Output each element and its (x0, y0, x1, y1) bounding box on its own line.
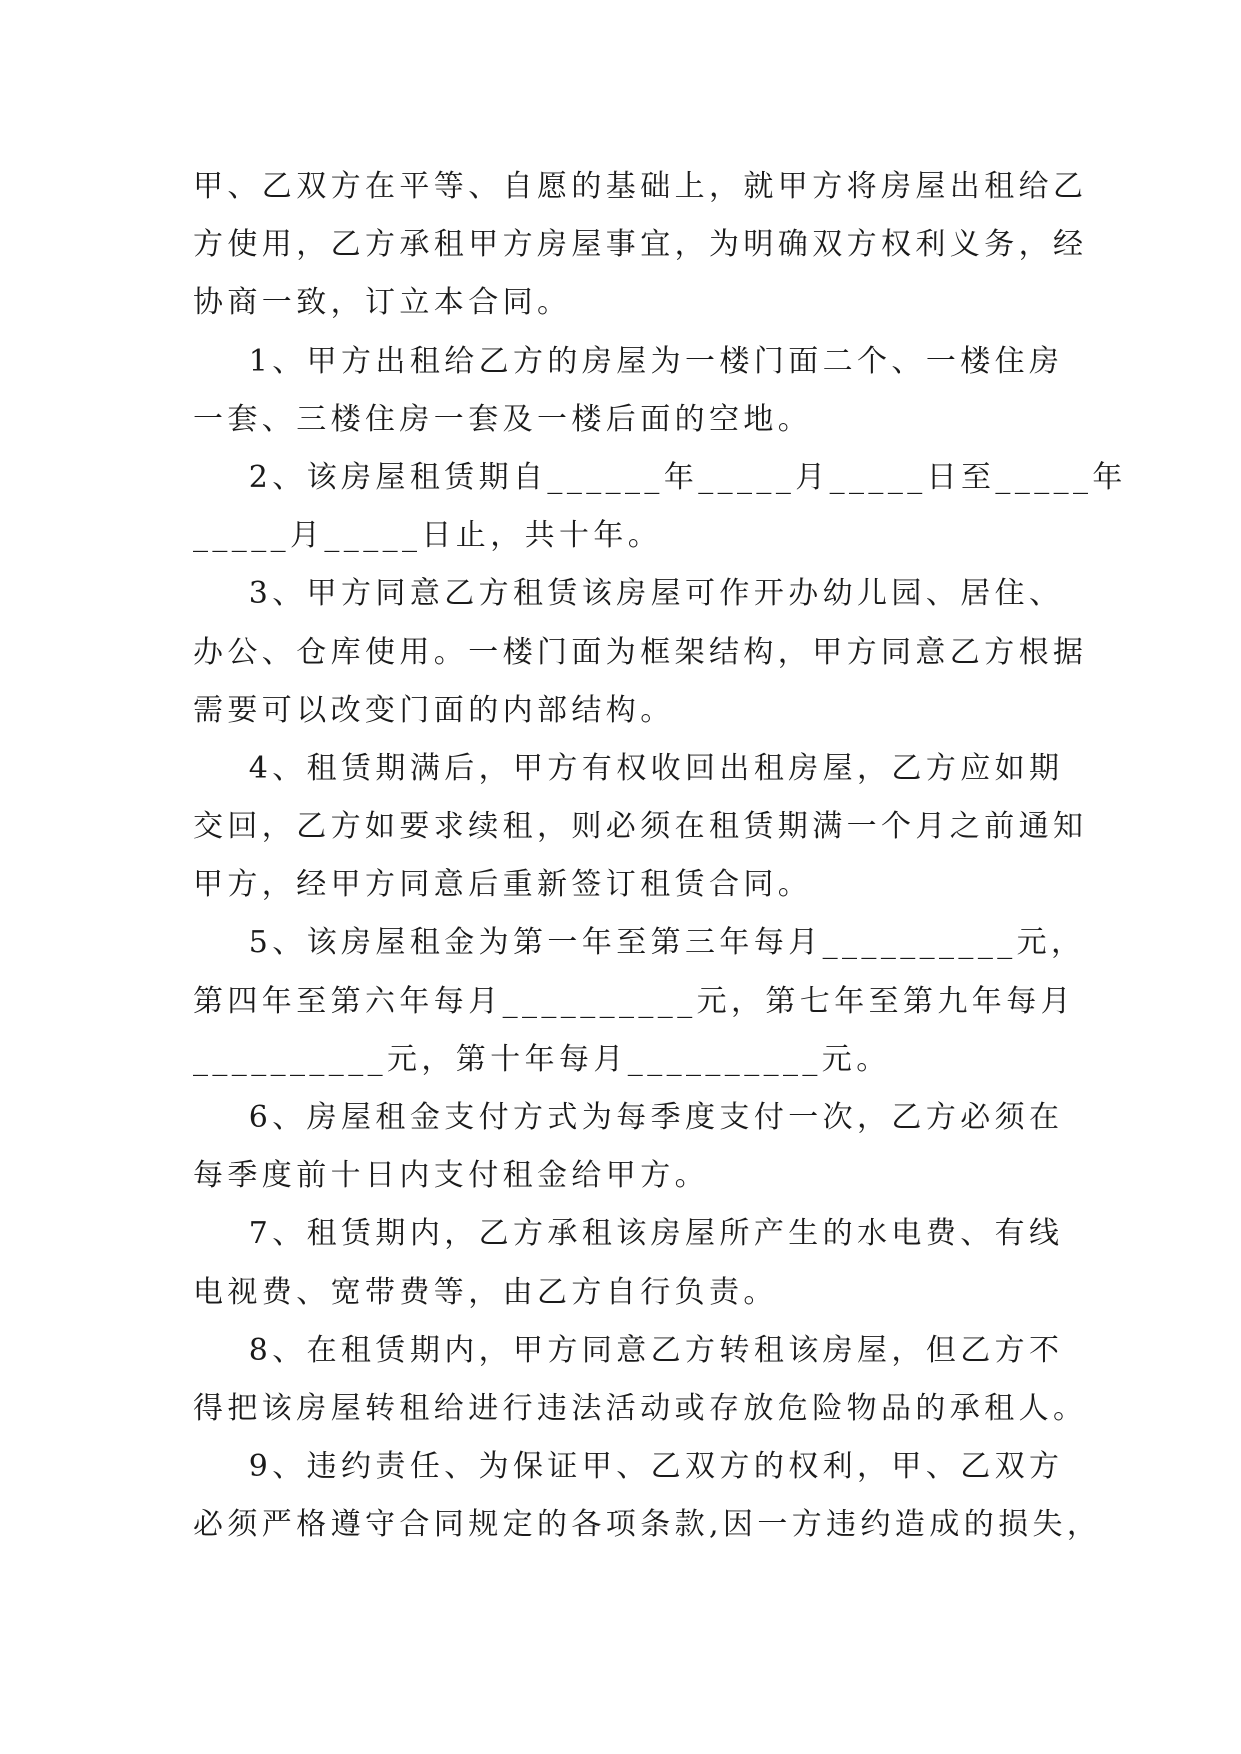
text-line: 甲、乙双方在平等、自愿的基础上，就甲方将房屋出租给乙 (193, 169, 1088, 204)
text-line: 电视费、宽带费等，由乙方自行负责。 (193, 1274, 778, 1310)
clause-4-line: 4、租赁期满后，甲方有权收回出租房屋，乙方应如期 (193, 750, 1064, 786)
text-line: 每季度前十日内支付租金给甲方。 (193, 1158, 709, 1194)
text-line: 得把该房屋转租给进行违法活动或存放危险物品的承租人。 (193, 1390, 1088, 1426)
text-line: 一套、三楼住房一套及一楼后面的空地。 (193, 401, 813, 437)
text-line: __________元，第十年每月__________元。 (193, 1041, 891, 1077)
clause-2-line: 2、该房屋租赁期自______年_____月_____日至_____年 (193, 459, 1127, 495)
text-line: 交回，乙方如要求续租，则必须在租赁期满一个月之前通知 (193, 809, 1088, 845)
text-line: _____月_____日止，共十年。 (193, 518, 663, 554)
text-line: 必须严格遵守合同规定的各项条款,因一方违约造成的损失， (193, 1507, 1102, 1543)
clause-9-line: 9、违约责任、为保证甲、乙双方的权利，甲、乙双方 (193, 1449, 1064, 1485)
text-line: 需要可以改变门面的内部结构。 (193, 692, 675, 728)
text-line: 协商一致，订立本合同。 (193, 285, 572, 321)
text-line: 办公、仓库使用。一楼门面为框架结构，甲方同意乙方根据 (193, 634, 1088, 670)
text-line: 第四年至第六年每月__________元，第七年至第九年每月 (193, 983, 1075, 1019)
contract-body (193, 158, 1127, 1555)
clause-6-line: 6、房屋租金支付方式为每季度支付一次，乙方必须在 (193, 1100, 1064, 1135)
clause-5-line: 5、该房屋租金为第一年至第三年每月__________元， (193, 925, 1086, 961)
clause-8-line: 8、在租赁期内，甲方同意乙方转租该房屋，但乙方不 (193, 1332, 1064, 1368)
clause-3-line: 3、甲方同意乙方租赁该房屋可作开办幼儿园、居住、 (193, 576, 1064, 612)
text-line: 方使用，乙方承租甲方房屋事宜，为明确双方权利义务，经 (193, 227, 1088, 263)
text-line: 甲方，经甲方同意后重新签订租赁合同。 (193, 867, 813, 903)
clause-7-line: 7、租赁期内，乙方承租该房屋所产生的水电费、有线 (193, 1216, 1064, 1252)
clause-1-line: 1、甲方出租给乙方的房屋为一楼门面二个、一楼住房 (193, 343, 1064, 379)
